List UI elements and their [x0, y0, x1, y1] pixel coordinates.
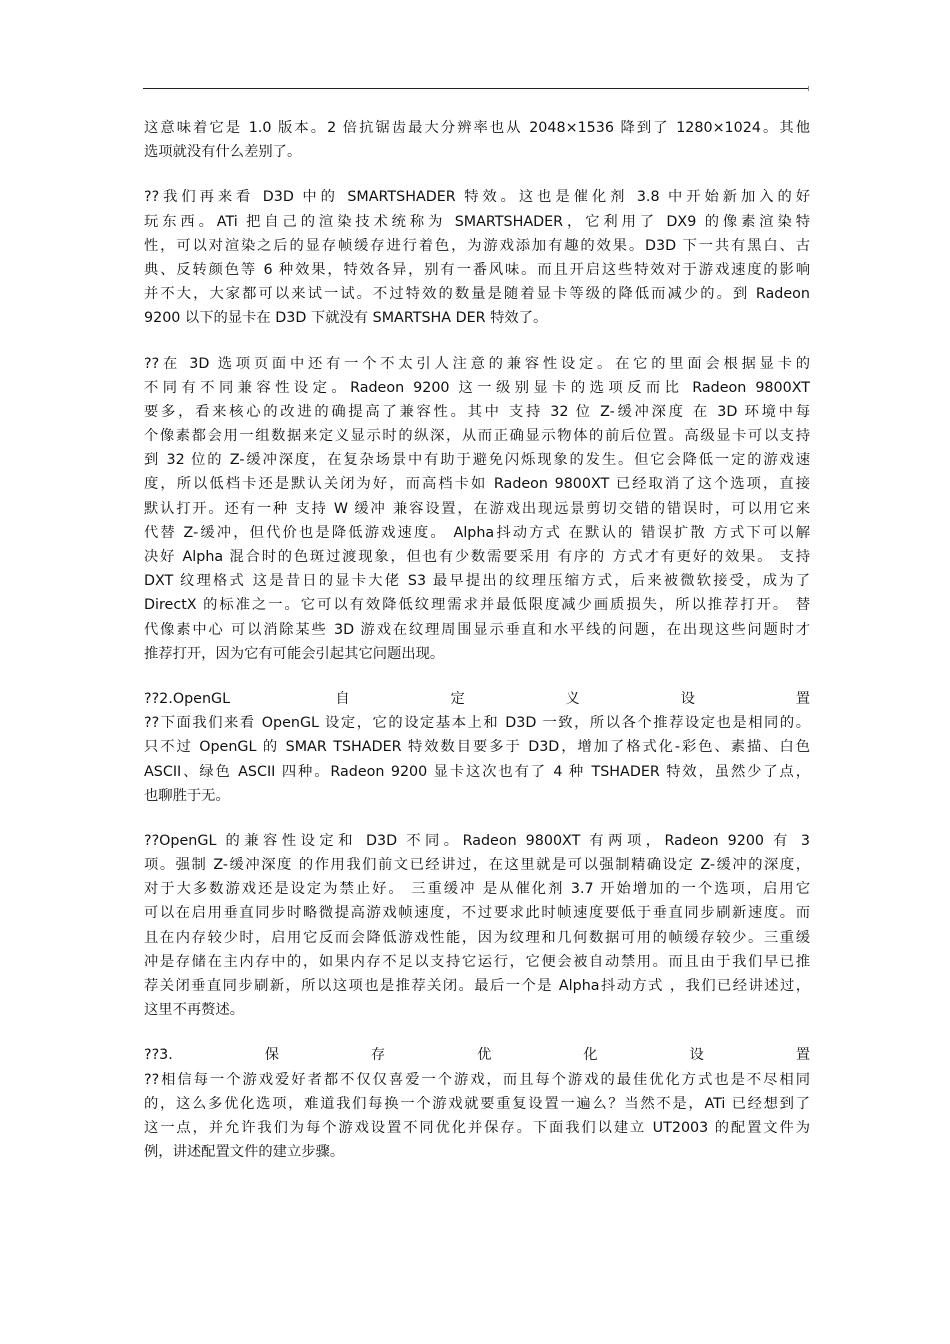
text-line: 代替 Z-缓冲，但代价也是降低游戏速度。 Alpha抖动方式 在默认的 错误扩散 方式下可以解	[144, 524, 810, 541]
text-line: 荐关闭垂直同步刷新，所以这项也是推荐关闭。最后一个是 Alpha抖动方式 ，我们已经讲述过，	[144, 978, 810, 994]
text-line: ASCII、绿色 ASCII 四种。Radeon 9200 显卡这次也有了 4 种 TSHADER 特效，虽然少了点，	[144, 763, 810, 780]
document-body	[144, 116, 810, 1185]
text-line: 选项就没有什么差别了。	[144, 144, 302, 161]
text-line: 也聊胜于无。	[144, 787, 230, 804]
text-line: ??OpenGL 的兼容性设定和 D3D 不同。Radeon 9800XT 有两项，Radeon 9200 有 3	[144, 832, 810, 849]
header-rule-end-mark	[808, 86, 809, 91]
text-line: 代像素中心 可以消除某些 3D 游戏在纹理周围显示垂直和水平线的问题，在出现这些问题时才	[144, 621, 810, 638]
text-line: ??在 3D 选项页面中还有一个不太引人注意的兼容性设定。在它的里面会根据显卡的	[144, 355, 810, 372]
text-line: 个像素都会用一组数据来定义显示时的纵深，从而正确显示物体的前后位置。高级显卡可以支持	[144, 428, 810, 445]
text-line: 例，讲述配置文件的建立步骤。	[144, 1144, 345, 1161]
text-line: 要多，看来核心的改进的确提高了兼容性。其中 支持 32 位 Z-缓冲深度 在 3D 环境中每	[144, 403, 810, 420]
text-line: ??我们再来看 D3D 中的 SMARTSHADER 特效。这也是催化剂 3.8 中开始新加入的好	[144, 189, 810, 206]
text-line: 这意味着它是 1.0 版本。2 倍抗锯齿最大分辨率也从 2048×1536 降到了 1280×1024。其他	[144, 120, 810, 136]
paragraph	[144, 829, 810, 1023]
text-line: 决好 Alpha 混合时的色斑过渡现象，但也有少数需要采用 有序的 方式才有更好的效果。 支持	[144, 549, 810, 565]
text-line: 项。强制 Z-缓冲深度 的作用我们前文已经讲过，在这里就是可以强制精确设定 Z-缓冲的深度，	[144, 857, 810, 874]
text-line: 推荐打开，因为它有可能会引起其它问题出现。	[144, 645, 445, 662]
text-line: 9200 以下的显卡在 D3D 下就没有 SMARTSHA DER 特效了。	[144, 310, 548, 327]
text-line: ??相信每一个游戏爱好者都不仅仅喜爱一个游戏，而且每个游戏的最佳优化方式也是不尽相同	[144, 1071, 810, 1088]
paragraph	[144, 352, 810, 666]
text-line: ??2.OpenGL 自定义设置	[144, 690, 810, 707]
text-line: 典、反转颜色等 6 种效果，特效各异，别有一番风味。而且开启这些特效对于游戏速度的影响	[144, 261, 810, 278]
paragraph	[144, 116, 810, 164]
text-line: ??下面我们来看 OpenGL 设定，它的设定基本上和 D3D 一致，所以各个推荐设定也是相同的。	[144, 715, 810, 732]
text-line: 性，可以对渲染之后的显存帧缓存进行着色，为游戏添加有趣的效果。D3D 下一共有黑白、古	[144, 237, 810, 254]
paragraph	[144, 687, 810, 808]
text-line: 对于大多数游戏还是设定为禁止好。 三重缓冲 是从催化剂 3.7 开始增加的一个选项，启用它	[144, 881, 810, 898]
text-line: 到 32 位的 Z-缓冲深度，在复杂场景中有助于避免闪烁现象的发生。但它会降低一定的游戏速	[144, 452, 810, 469]
text-line: 默认打开。还有一种 支持 W 缓冲 兼容设置，在游戏出现远景剪切交错的错误时，可以用它来	[144, 500, 810, 517]
text-line: 可以在启用垂直同步时略微提高游戏帧速度，不过要求此时帧速度要低于垂直同步刷新速度。而	[144, 905, 810, 922]
text-line: 度，所以低档卡还是默认关闭为好，而高档卡如 Radeon 9800XT 已经取消了这个选项，直接	[144, 476, 810, 493]
text-line: ??3.保存优化设置	[144, 1047, 810, 1064]
text-line: DXT 纹理格式 这是昔日的显卡大佬 S3 最早提出的纹理压缩方式，后来被微软接受，成为了	[144, 573, 810, 590]
text-line: 冲是存储在主内存中的，如果内存不足以支持它运行，它便会被自动禁用。而且由于我们早已推	[144, 953, 810, 970]
text-line: 且在内存较少时，启用它反而会降低游戏性能，因为纹理和几何数据可用的帧缓存较少。三重缓	[144, 929, 810, 946]
text-line: 不同有不同兼容性设定。Radeon 9200 这一级别显卡的选项反而比 Radeon 9800XT	[144, 379, 810, 396]
text-line: DirectX 的标准之一。它可以有效降低纹理需求并最低限度减少画质损失，所以推荐打开。 替	[144, 597, 810, 614]
text-line: 并不大，大家都可以来试一试。不过特效的数量是随着显卡等级的降低而减少的。到 Radeon	[144, 286, 810, 303]
text-line: 的，这么多优化选项，难道我们每换一个游戏就要重复设置一遍么？当然不是，ATi 已经想到了	[144, 1095, 810, 1112]
paragraph	[144, 185, 810, 330]
text-line: 这一点，并允许我们为每个游戏设置不同优化并保存。下面我们以建立 UT2003 的配置文件为	[144, 1119, 810, 1136]
text-line: 玩东西。ATi 把自己的渲染技术统称为 SMARTSHADER，它利用了 DX9 的像素渲染特	[144, 213, 810, 230]
text-line: 只不过 OpenGL 的 SMAR TSHADER 特效数目要多于 D3D，增加了格式化-彩色、素描、白色	[144, 739, 810, 756]
text-line: 这里不再赘述。	[144, 1002, 245, 1019]
paragraph	[144, 1043, 810, 1164]
header-rule	[143, 88, 808, 89]
